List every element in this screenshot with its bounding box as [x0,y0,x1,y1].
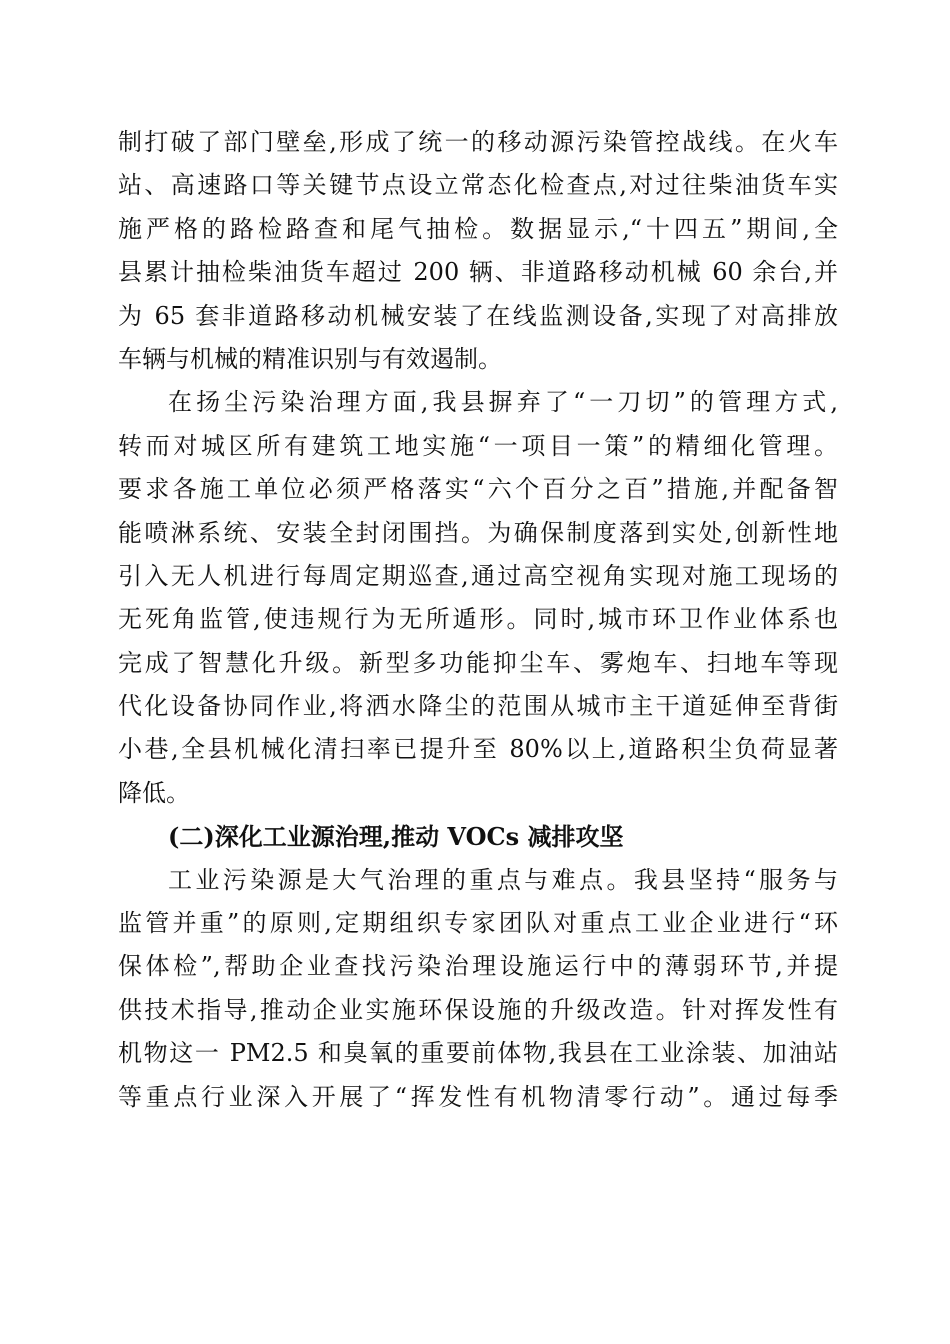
paragraph-2-line-6: 无死角监管,使违规行为无所遁形。同时,城市环卫作业体系也 [118,605,838,634]
paragraph-2-line-10: 降低。 [118,778,190,807]
paragraph-3-line-4: 供技术指导,推动企业实施环保设施的升级改造。针对挥发性有 [118,995,838,1024]
paragraph-1-line-6: 车辆与机械的精准识别与有效遏制。 [118,344,502,373]
paragraph-3-line-6: 等重点行业深入开展了“挥发性有机物清零行动”。通过每季 [118,1082,838,1111]
paragraph-2-line-7: 完成了智慧化升级。新型多功能抑尘车、雾炮车、扫地车等现 [118,648,838,677]
paragraph-1-line-4: 县累计抽检柴油货车超过 200 辆、非道路移动机械 60 余台,并 [118,258,838,287]
paragraph-3-line-2: 监管并重”的原则,定期组织专家团队对重点工业企业进行“环 [118,909,838,938]
paragraph-2-line-1: 在扬尘污染治理方面,我县摒弃了“一刀切”的管理方式, [168,388,838,417]
document-body [118,121,838,1119]
paragraph-1-line-5: 为 65 套非道路移动机械安装了在线监测设备,实现了对高排放 [118,301,838,330]
paragraph-1-line-3: 施严格的路检路查和尾气抽检。数据显示,“十四五”期间,全 [118,214,838,243]
paragraph-3-line-3: 保体检”,帮助企业查找污染治理设施运行中的薄弱环节,并提 [118,952,838,981]
paragraph-3-line-5: 机物这一 PM2.5 和臭氧的重要前体物,我县在工业涂装、加油站 [118,1039,838,1068]
paragraph-2-line-5: 引入无人机进行每周定期巡查,通过高空视角实现对施工现场的 [118,561,838,590]
paragraph-3-line-1: 工业污染源是大气治理的重点与难点。我县坚持“服务与 [168,865,838,894]
paragraph-1-line-2: 站、高速路口等关键节点设立常态化检查点,对过往柴油货车实 [118,171,838,200]
paragraph-2-line-9: 小巷,全县机械化清扫率已提升至 80%以上,道路积尘负荷显著 [118,735,838,764]
paragraph-2-line-3: 要求各施工单位必须严格落实“六个百分之百”措施,并配备智 [118,475,838,504]
section-heading: (二)深化工业源治理,推动 VOCs 减排攻坚 [168,822,624,852]
paragraph-1-line-1: 制打破了部门壁垒,形成了统一的移动源污染管控战线。在火车 [118,128,838,156]
paragraph-2-line-4: 能喷淋系统、安装全封闭围挡。为确保制度落到实处,创新性地 [118,518,838,547]
paragraph-2-line-8: 代化设备协同作业,将洒水降尘的范围从城市主干道延伸至背街 [118,692,838,721]
paragraph-2-line-2: 转而对城区所有建筑工地实施“一项目一策”的精细化管理。 [118,431,838,460]
